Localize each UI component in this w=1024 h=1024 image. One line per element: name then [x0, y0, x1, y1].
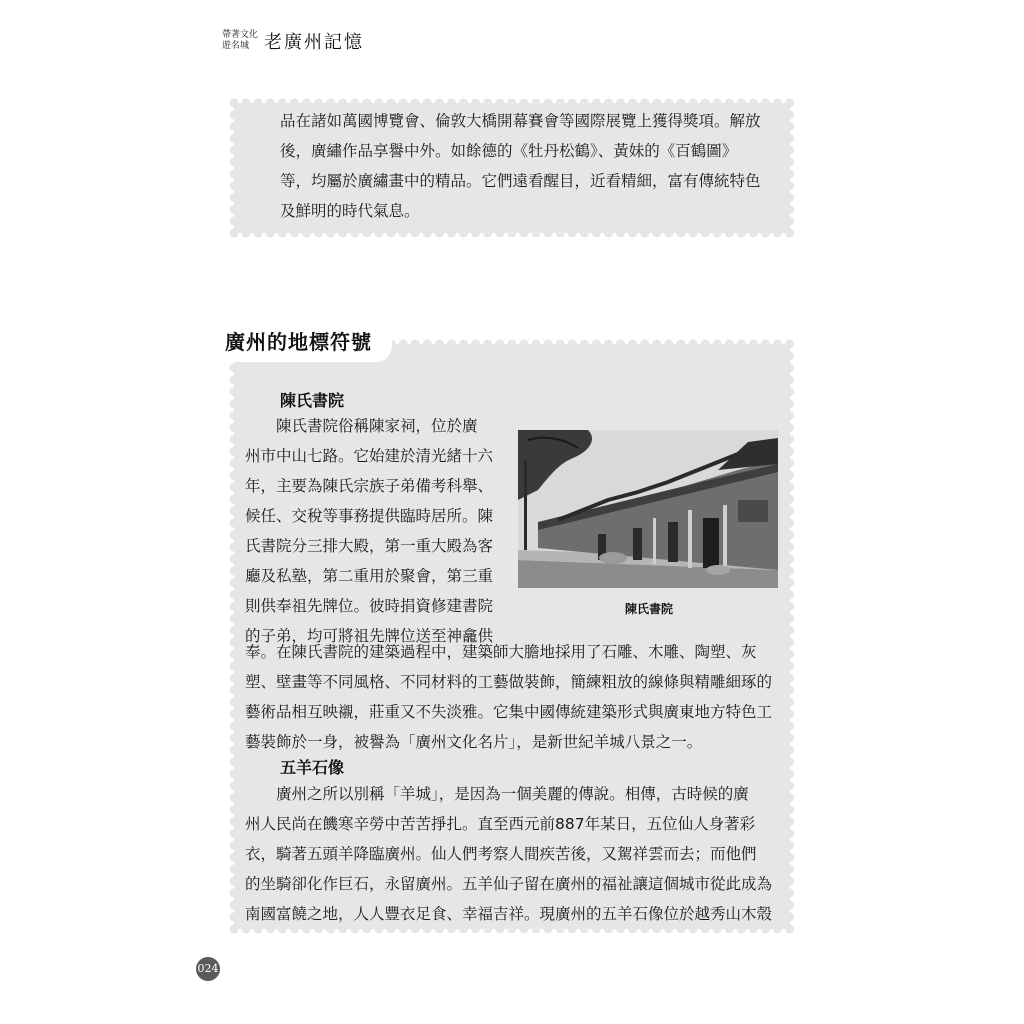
- page-number: 024: [196, 957, 220, 981]
- chen-clan-line: 年，主要為陳氏宗族子弟備考科舉、: [245, 477, 494, 495]
- chen-clan-line: 藝術品相互映襯，莊重又不失淡雅。它集中國傳統建築形式與廣東地方特色工: [245, 703, 773, 721]
- intro-line: 及鮮明的時代氣息。: [280, 202, 420, 220]
- chen-clan-paragraph-wrap: [245, 411, 493, 651]
- chen-clan-line: 的子弟，均可將祖先牌位送至神龕供: [245, 627, 494, 645]
- five-rams-line: 南國富饒之地，人人豐衣足食、幸福吉祥。現廣州的五羊石像位於越秀山木殼: [245, 905, 773, 923]
- running-header: [222, 28, 364, 54]
- intro-paragraph: [280, 106, 780, 226]
- series-line-1: 帶著文化: [222, 30, 259, 40]
- chen-clan-line: 藝裝飾於一身，被譽為「廣州文化名片」，是新世紀羊城八景之一。: [245, 733, 703, 751]
- chen-clan-line: 氏書院分三排大殿，第一重大殿為客: [245, 537, 494, 555]
- five-rams-line: 的坐騎卻化作巨石，永留廣州。五羊仙子留在廣州的福祉讓這個城市從此成為: [245, 875, 773, 893]
- chen-clan-line: 陳氏書院俗稱陳家祠，位於廣: [245, 417, 478, 435]
- five-rams-line: 衣，騎著五頭羊降臨廣州。仙人們考察人間疾苦後，又駕祥雲而去；而他們: [245, 845, 757, 863]
- chen-clan-photo: [518, 430, 778, 588]
- chen-clan-line: 廳及私塾，第二重用於聚會，第三重: [245, 567, 494, 585]
- five-rams-line: 州人民尚在饑寒辛勞中苦苦掙扎。直至西元前887年某日，五位仙人身著彩: [245, 815, 756, 833]
- chen-clan-line: 奉。在陳氏書院的建築過程中，建築師大膽地採用了石雕、木雕、陶塑、灰: [245, 643, 757, 661]
- photo-caption: 陳氏書院: [624, 602, 673, 616]
- five-rams-line: 廣州之所以別稱「羊城」，是因為一個美麗的傳說。相傳，古時候的廣: [245, 785, 749, 803]
- chen-clan-line: 則供奉祖先牌位。彼時捐資修建書院: [245, 597, 494, 615]
- chen-clan-line: 塑、壁畫等不同風格、不同材料的工藝做裝飾，簡練粗放的線條與精雕細琢的: [245, 673, 773, 691]
- series-line-2: 遊名城: [222, 41, 250, 51]
- intro-line: 後，廣繡作品享譽中外。如餘德的《牡丹松鶴》、黃妹的《百鶴圖》: [280, 142, 738, 160]
- chen-clan-line: 候任、交稅等事務提供臨時居所。陳: [245, 507, 494, 525]
- chen-clan-line: 州市中山七路。它始建於清光緒十六: [245, 447, 494, 465]
- five-rams-heading: 五羊石像: [280, 758, 345, 777]
- chen-clan-heading: 陳氏書院: [280, 391, 345, 410]
- intro-line: 等，均屬於廣繡畫中的精品。它們遠看醒目，近看精細，富有傳統特色: [280, 172, 761, 190]
- intro-line: 品在諸如萬國博覽會、倫敦大橋開幕賽會等國際展覽上獲得獎項。解放: [280, 112, 761, 130]
- section-title: 廣州的地標符號: [225, 330, 372, 354]
- book-title: 老廣州記憶: [264, 32, 365, 53]
- five-rams-paragraph: [245, 779, 772, 929]
- chen-clan-paragraph-full: [245, 637, 772, 757]
- series-label: [222, 30, 258, 52]
